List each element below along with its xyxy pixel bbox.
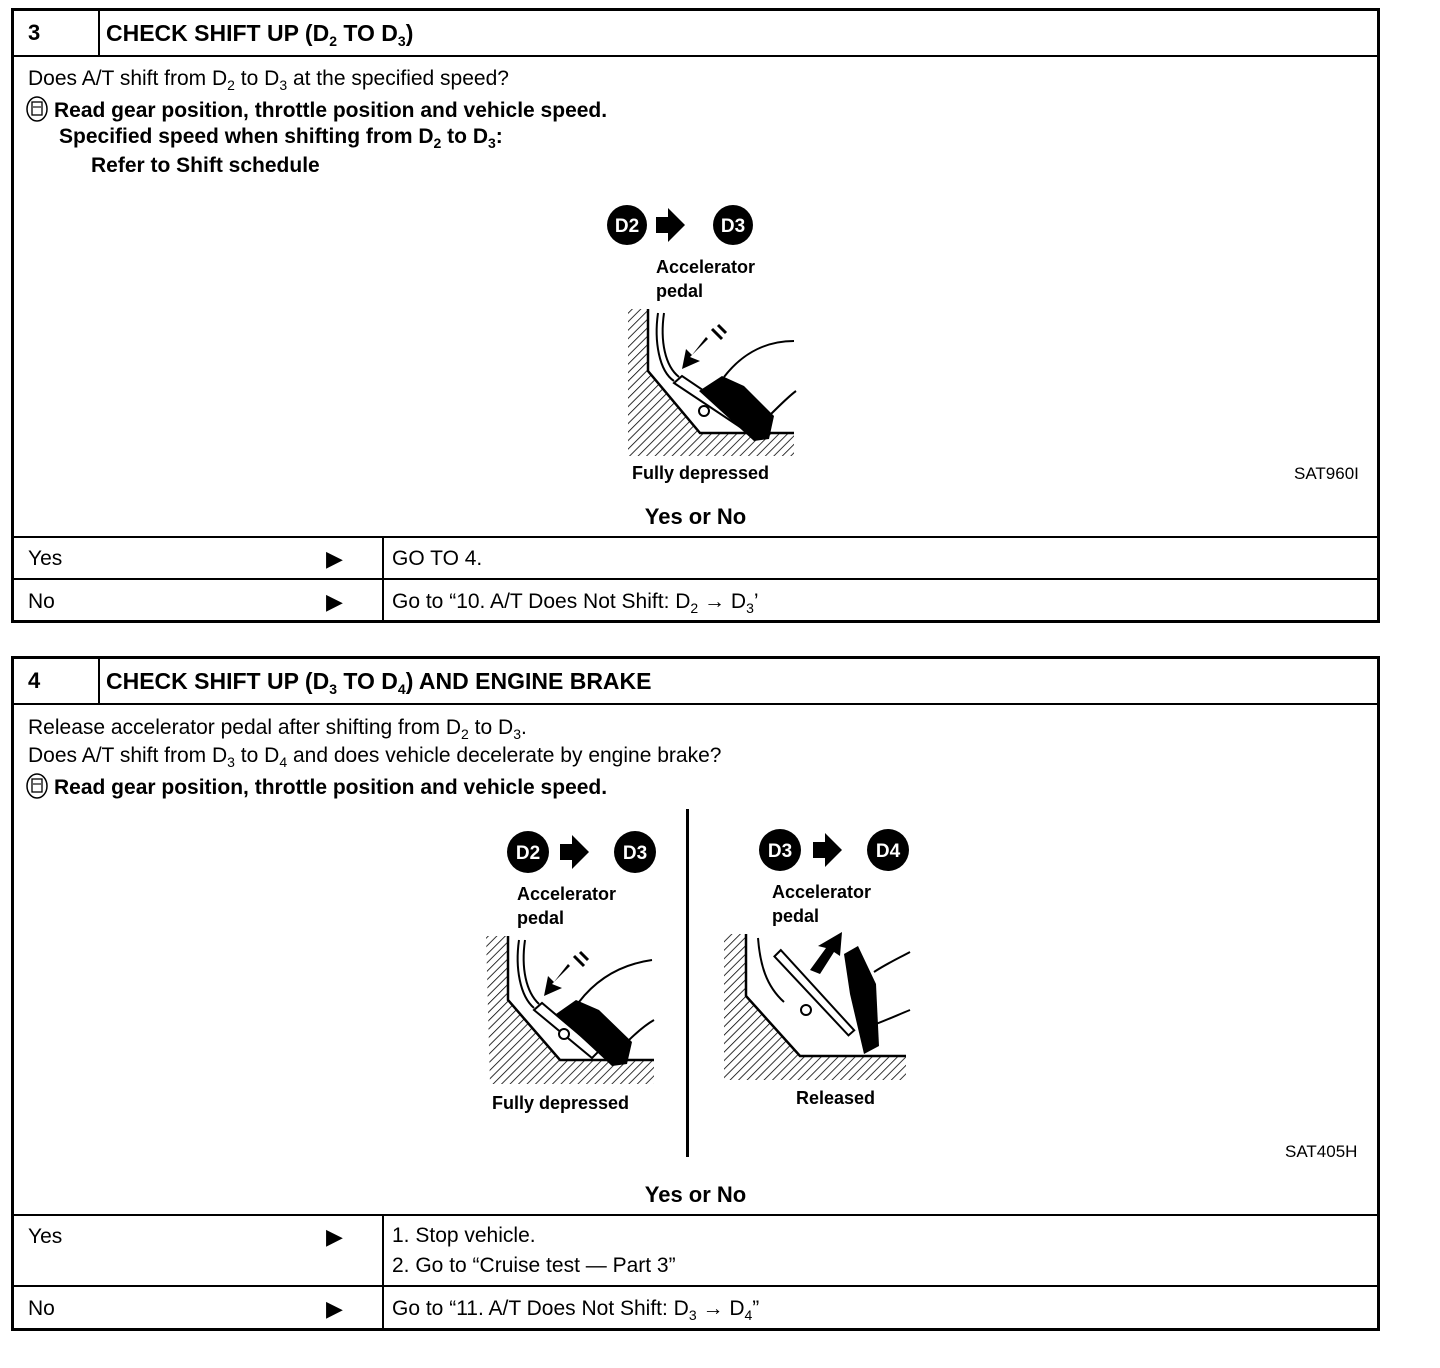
shift-arrow-icon [813, 833, 842, 867]
step4-no-row [14, 1285, 1377, 1330]
step4-figure-code: SAT405H [1285, 1142, 1358, 1161]
step4-instruction: Read gear position, throttle position and vehicle speed. [26, 773, 607, 800]
shift-arrow-icon [560, 835, 589, 869]
step4-left-caption: Fully depressed [492, 1093, 630, 1113]
accelerator-label-1: Accelerator [656, 257, 756, 277]
push-arrow-icon [544, 964, 570, 996]
step4-line1: Release accelerator pedal after shifting from $D_2$ to $D_3$. [28, 716, 527, 742]
gear-d2-text: D2 [614, 216, 640, 237]
step3-number: 3 [14, 11, 100, 55]
step3-yes-action: GO TO 4. [392, 547, 483, 570]
divider [382, 538, 384, 580]
step4-header [14, 659, 1377, 705]
floor-hatch [724, 934, 906, 1080]
step3-header [14, 11, 1377, 57]
play-arrow-icon: ▶ [326, 1296, 343, 1321]
step4-yes-or-no: Yes or No [644, 1182, 747, 1207]
step3-box [11, 8, 1380, 623]
step4-yes-action-1: 1. Stop vehicle. [392, 1224, 536, 1247]
accelerator-label-2: pedal [772, 906, 820, 926]
step3-figure-code: SAT960I [1294, 464, 1359, 483]
step3-spec-line: Specified speed when shifting from $D_2$ to $D_3$: [59, 125, 503, 151]
step3-no-row [14, 578, 1377, 622]
step3-spec-value: Refer to Shift schedule [91, 154, 320, 177]
foot-shape [699, 376, 774, 441]
step4-yes-row [14, 1214, 1377, 1287]
step3-caption: Fully depressed [632, 463, 770, 483]
figure-divider [686, 809, 689, 1157]
accelerator-label-1: Accelerator [772, 882, 872, 902]
foot-shape [844, 946, 879, 1054]
step4-line2: Does A/T shift from $D_3$ to $D_4$ and does vehicle decelerate by engine brake? [28, 744, 722, 770]
step3-no-action: Go to “10. A/T Does Not Shift: $D_2 \to D_3$’ [392, 590, 759, 616]
push-arrow-icon [682, 337, 708, 369]
gear-d4-text: D4 [875, 841, 901, 862]
accelerator-label-1: Accelerator [517, 884, 617, 904]
step4-yes-label: Yes [28, 1225, 63, 1248]
step4-no-action: Go to “11. A/T Does Not Shift: $D_3 \to D_4$” [392, 1297, 760, 1323]
divider [382, 1216, 384, 1287]
play-arrow-icon: ▶ [326, 546, 343, 571]
release-arrow-icon [810, 932, 842, 974]
shift-arrow-icon [656, 208, 685, 242]
step4-title: CHECK SHIFT UP ($D_3$ TO $D_4$) AND ENGINE BRAKE [106, 668, 652, 697]
gear-d3-text: D3 [767, 841, 793, 862]
consult-icon [26, 773, 48, 799]
step3-title: CHECK SHIFT UP ($D_2$ TO $D_3$) [106, 20, 414, 49]
step4-left-figure [464, 824, 664, 1114]
consult-icon [26, 96, 48, 122]
step4-right-caption: Released [796, 1088, 876, 1108]
step3-yes-label: Yes [28, 547, 63, 570]
step3-yes-or-no: Yes or No [644, 504, 747, 529]
play-arrow-icon: ▶ [326, 589, 343, 614]
accelerator-label-2: pedal [517, 908, 565, 928]
step3-instruction: Read gear position, throttle position and vehicle speed. [26, 96, 607, 123]
gear-d3-text: D3 [622, 843, 648, 864]
step3-pedal-figure [604, 201, 804, 486]
step4-number: 4 [14, 659, 100, 703]
divider [382, 580, 384, 622]
step4-yes-action-2: 2. Go to “Cruise test — Part 3” [392, 1254, 676, 1277]
play-arrow-icon: ▶ [326, 1224, 343, 1249]
gear-d2-text: D2 [515, 843, 541, 864]
gear-d3-text: D3 [720, 216, 746, 237]
step3-yes-row [14, 536, 1377, 580]
step3-question: Does A/T shift from $D_2$ to $D_3$ at the specified speed? [28, 67, 509, 93]
step4-box [11, 656, 1380, 1331]
step4-no-label: No [28, 1297, 55, 1320]
accelerator-label-2: pedal [656, 281, 704, 301]
divider [382, 1287, 384, 1330]
step4-right-figure [714, 824, 924, 1114]
step3-no-label: No [28, 590, 55, 613]
